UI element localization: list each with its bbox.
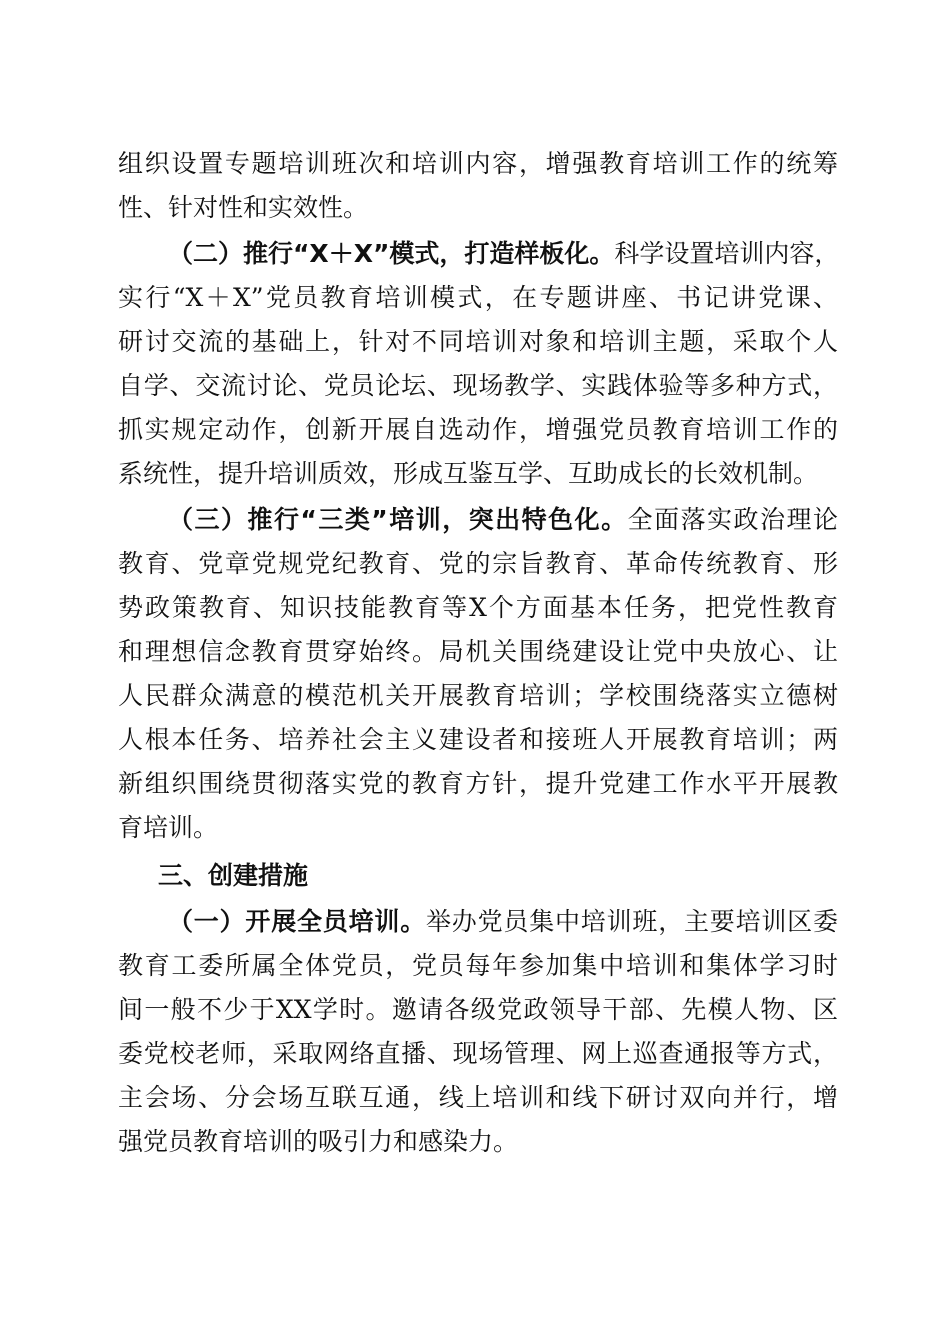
paragraph-line: 自学、交流讨论、党员论坛、现场教学、实践体验等多种方式， [118, 371, 838, 400]
paragraph-lead-heading: （二）推行“X＋X”模式，打造样板化。 [168, 239, 615, 268]
paragraph-line: 教育、党章党规党纪教育、党的宗旨教育、革命传统教育、形 [118, 549, 838, 578]
paragraph-line: 实行“X＋X”党员教育培训模式，在专题讲座、书记讲党课、 [118, 283, 838, 312]
paragraph-lead-heading: （一）开展全员培训。 [168, 907, 426, 936]
section-heading: 三、创建措施 [158, 861, 309, 890]
paragraph-line: 组织设置专题培训班次和培训内容，增强教育培训工作的统筹 [118, 149, 838, 178]
paragraph-line: 系统性，提升培训质效，形成互鉴互学、互助成长的长效机制。 [118, 459, 819, 488]
paragraph-line: 间一般不少于XX学时。邀请各级党政领导干部、先模人物、区 [118, 995, 838, 1024]
paragraph-line: 势政策教育、知识技能教育等X个方面基本任务，把党性教育 [118, 593, 838, 622]
paragraph-line: 研讨交流的基础上，针对不同培训对象和培训主题，采取个人 [118, 327, 838, 356]
paragraph-first-line [168, 900, 838, 944]
paragraph-line: 主会场、分会场互联互通，线上培训和线下研讨双向并行，增 [118, 1083, 838, 1112]
paragraph-lead-rest: 举办党员集中培训班，主要培训区委 [426, 907, 838, 936]
paragraph-lead-rest: 全面落实政治理论 [627, 505, 838, 534]
paragraph-line: 抓实规定动作，创新开展自选动作，增强党员教育培训工作的 [118, 415, 838, 444]
paragraph-line: 人根本任务、培养社会主义建设者和接班人开展教育培训；两 [118, 725, 838, 754]
paragraph-first-line [168, 232, 838, 276]
paragraph-line: 委党校老师，采取网络直播、现场管理、网上巡查通报等方式， [118, 1039, 838, 1068]
paragraph-line: 和理想信念教育贯穿始终。局机关围绕建设让党中央放心、让 [118, 637, 838, 666]
paragraph-lead-heading: （三）推行“三类”培训，突出特色化。 [168, 505, 628, 534]
paragraph-lead-rest: 科学设置培训内容， [614, 239, 840, 268]
paragraph-line: 人民群众满意的模范机关开展教育培训；学校围绕落实立德树 [118, 681, 838, 710]
paragraph-line: 新组织围绕贯彻落实党的教育方针，提升党建工作水平开展教 [118, 769, 838, 798]
paragraph-line: 性、针对性和实效性。 [118, 193, 369, 222]
paragraph-line: 强党员教育培训的吸引力和感染力。 [118, 1127, 519, 1156]
paragraph-line: 育培训。 [118, 813, 219, 842]
paragraph-first-line [168, 498, 838, 542]
paragraph-line: 教育工委所属全体党员，党员每年参加集中培训和集体学习时 [118, 951, 838, 980]
